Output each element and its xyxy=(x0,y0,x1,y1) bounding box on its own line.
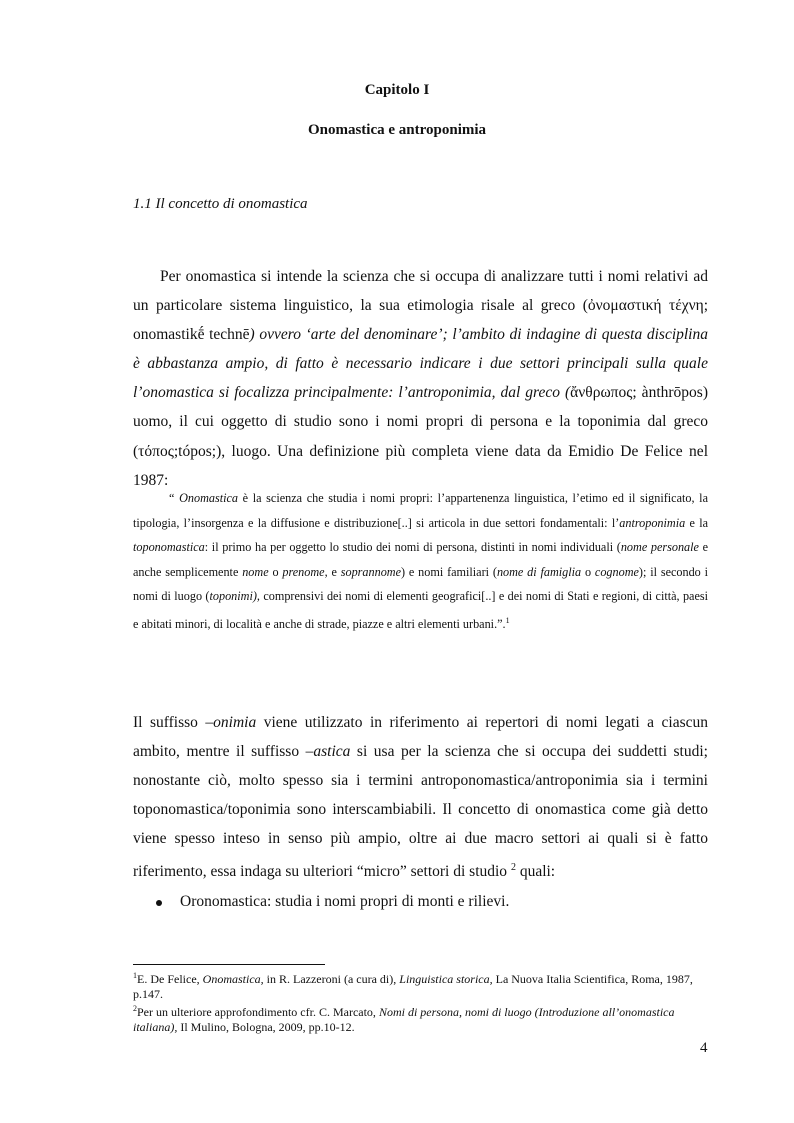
term: onimia xyxy=(213,714,257,731)
footnote-1 xyxy=(133,968,708,1002)
term: prenome xyxy=(282,564,325,579)
paragraph-suffixes xyxy=(133,708,708,887)
text: e la xyxy=(685,515,708,530)
greek-term: ἄνθρωπος xyxy=(570,384,633,402)
text: in R. Lazzeroni (a cura di), xyxy=(263,972,400,986)
term: cognome xyxy=(594,564,639,579)
text: si usa per la scienza che si occupa dei suddetti studi; nonostante ciò, molto spesso sia i termini antroponomastica/antroponimia sia i termini toponomastica/toponimia sono interscambiabili. Il concetto di onomastica come già detto viene spesso inteso in senso più ampio, oltre ai due macro settori ai quali si è fatto riferimento, essa indaga su ulteriori “micro” settori di studio xyxy=(133,743,708,881)
chapter-title: Onomastica e antroponimia xyxy=(307,122,487,138)
text: comprensivi dei nomi di elementi geografici[..] e dei nomi di Stati e regioni, di città, paesi e abitati minori, di località e anche di strade, piazze e altri elementi urbani.”. xyxy=(133,589,708,631)
text: ; ànthrōpos xyxy=(632,384,703,402)
text: ) e nomi familiari ( xyxy=(401,564,497,579)
term: nome personale xyxy=(620,540,699,554)
text: Il Mulino, Bologna, 2009, pp.10-12. xyxy=(177,1020,355,1035)
text: ) ovvero ‘arte del denominare’; l’ambito di indagine di questa disciplina è abbastanza ampio, di fatto è necessario indicare i due settori principali sulla quale l’onomastica si focalizza principalmente: l’antroponimia, dal greco ( xyxy=(133,326,708,402)
text: è la scienza che studia i nomi propri: l’appartenenza linguistica, l’etimo ed il significato, la tipologia, l’insorgenza e la diffusione e distribuzione[..] si articola in due settori fondamentali: l’ xyxy=(133,491,708,530)
text: ;tópos;), luogo. Una definizione più completa viene data da Emidio De Felice nel 1987: xyxy=(133,442,708,489)
text: ) uomo, il cui oggetto di studio sono i nomi propri di persona e la toponimia dal greco ( xyxy=(133,384,708,460)
block-quote xyxy=(133,486,708,636)
page-number: 4 xyxy=(700,1040,708,1056)
section-heading: 1.1 Il concetto di onomastica xyxy=(133,196,308,212)
text: ; onomastikḗ technē xyxy=(133,297,709,344)
term: nome xyxy=(242,564,269,579)
term: toponomastica xyxy=(133,540,205,554)
text: La Nuova Italia Scientifica, Roma, 1987, p.147. xyxy=(133,972,693,1002)
text: E. De Felice, xyxy=(137,972,203,986)
term: astica xyxy=(313,743,351,761)
term: Onomastica xyxy=(179,491,238,505)
text: viene utilizzato in riferimento ai repertori di nomi legati a ciascun ambito, mentre il suffisso – xyxy=(133,714,708,761)
quote-open: “ xyxy=(169,491,180,505)
text: quali: xyxy=(515,863,556,881)
bullet-dot xyxy=(156,900,162,906)
term: antroponimia xyxy=(619,515,686,530)
greek-term: ὀνομαστική τέχνη xyxy=(587,297,704,315)
text: Per un ulteriore approfondimento cfr. C. Marcato, xyxy=(137,1005,379,1019)
text: , e xyxy=(324,564,341,579)
footnote-ref-1[interactable]: 1 xyxy=(505,615,510,625)
term: soprannome xyxy=(340,564,402,579)
footnote-2 xyxy=(133,1001,708,1035)
footnote-separator xyxy=(133,964,325,965)
text: : il primo ha per oggetto lo studio dei nomi di persona, distinti in nomi individuali ( xyxy=(204,540,621,554)
text: o xyxy=(268,564,283,579)
text: Nomi di persona, nomi di luogo (Introduzione all’onomastica italiana), xyxy=(133,1005,675,1035)
text: e anche semplicemente xyxy=(133,540,708,579)
term: nome di famiglia xyxy=(496,564,582,579)
bullet-text: Oronomastica: studia i nomi propri di monti e rilievi. xyxy=(180,893,510,910)
text: Linguistica storica, xyxy=(399,972,493,986)
text: Per onomastica si intende la scienza che si occupa di analizzare tutti i nomi relativi ad un particolare sistema linguistico, la sua etimologia risale al greco ( xyxy=(133,268,708,315)
text: Onomastica, xyxy=(202,972,264,986)
greek-term: τόπος xyxy=(138,442,174,460)
footnote-number: 1 xyxy=(133,971,137,980)
text: o xyxy=(581,564,595,579)
text: ); il secondo i nomi di luogo ( xyxy=(133,564,708,603)
term: toponimi), xyxy=(209,589,260,603)
text: Il suffisso – xyxy=(133,714,214,731)
paragraph-definition xyxy=(133,262,708,495)
chapter-number: Capitolo I xyxy=(364,82,430,98)
footnote-ref-2[interactable]: 2 xyxy=(510,862,516,874)
footnote-number: 2 xyxy=(133,1004,137,1013)
